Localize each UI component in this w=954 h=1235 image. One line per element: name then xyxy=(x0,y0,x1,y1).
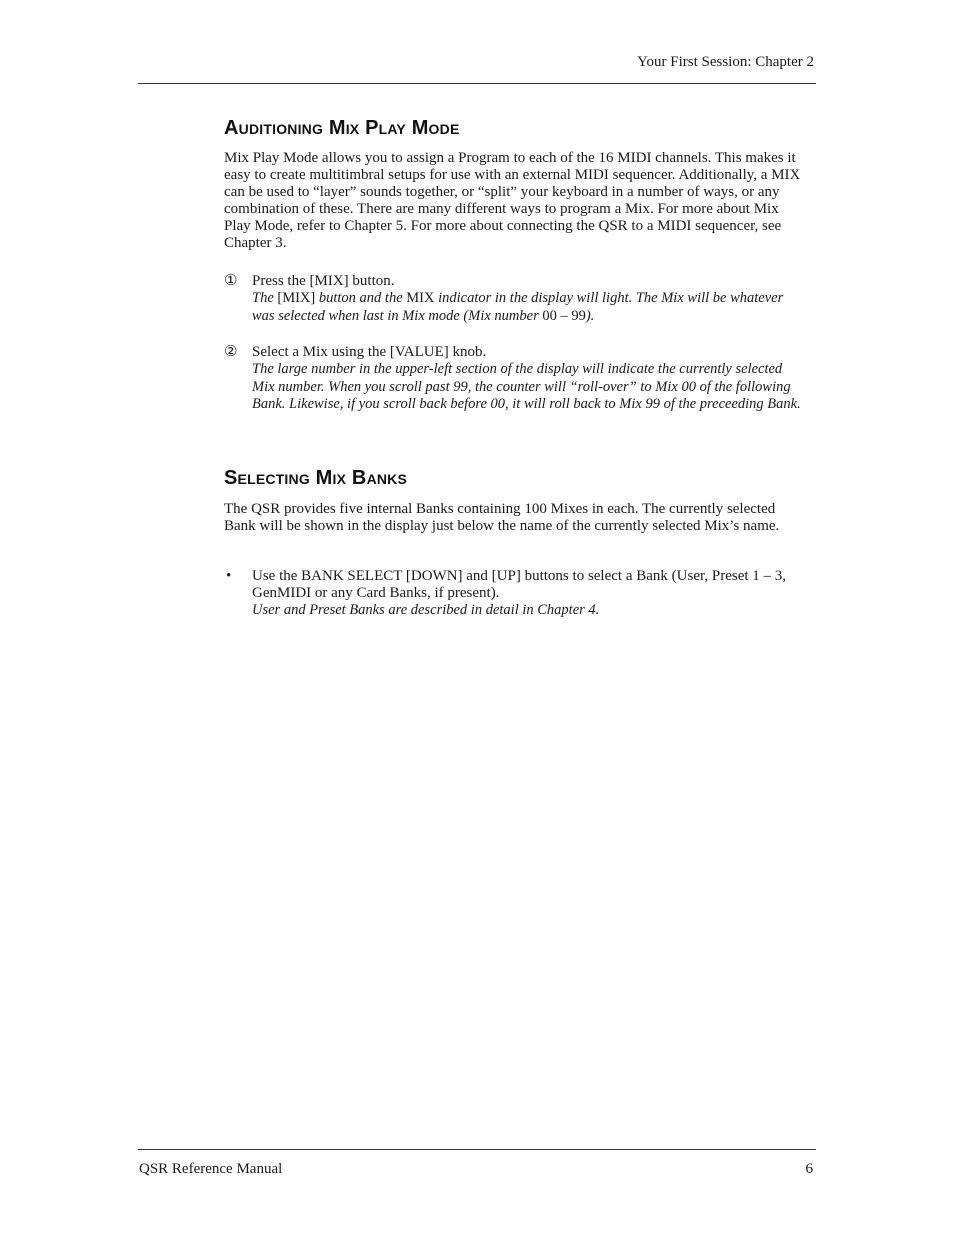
step-2-instruction: Select a Mix using the [VALUE] knob. xyxy=(252,344,487,360)
bullet-marker: • xyxy=(226,568,232,584)
section-heading-auditioning-mix-play-mode: Auditioning Mix Play Mode xyxy=(224,117,460,139)
bullet-instruction: Use the BANK SELECT [DOWN] and [UP] buttons to select a Bank (User, Preset 1 – 3, GenMIDI or any Card Banks, if present). xyxy=(252,568,787,601)
step-1-instruction: Press the [MIX] button. xyxy=(252,273,395,289)
step-2 xyxy=(224,344,808,414)
footer-rule xyxy=(138,1149,816,1150)
section-heading-selecting-mix-banks: Selecting Mix Banks xyxy=(224,467,408,489)
running-header: Your First Session: Chapter 2 xyxy=(637,54,814,70)
section-2-intro-paragraph: The QSR provides five internal Banks containing 100 Mixes in each. The currently selected Bank will be shown in the display just below the name of the currently selected Mix’s name. xyxy=(224,501,780,534)
page-number: 6 xyxy=(805,1161,813,1177)
bullet-note: User and Preset Banks are described in detail in Chapter 4. xyxy=(252,602,600,618)
bullet-item xyxy=(224,568,808,620)
step-1-note: The [MIX] button and the MIX indicator in the display will light. The Mix will be whatever was selected when last in Mix mode (Mix number 00 – 99). xyxy=(252,290,784,324)
step-number-2: ② xyxy=(224,344,238,360)
header-rule xyxy=(138,83,816,84)
step-1 xyxy=(224,273,808,325)
section-intro-paragraph: Mix Play Mode allows you to assign a Program to each of the 16 MIDI channels. This makes it easy to create multitimbral setups for use with an external MIDI sequencer. Additionally, a MIX can be used to “layer” sounds together, or “split” your keyboard in a number of ways, or any combination of these. There are many different ways to program a Mix. For more about Mix Play Mode, refer to Chapter 5. For more about connecting the QSR to a MIDI sequencer, see Chapter 3. xyxy=(224,150,801,251)
step-number-1: ① xyxy=(224,273,238,289)
step-2-note: The large number in the upper-left section of the display will indicate the currently selected Mix number. When you scroll past 99, the counter will “roll-over” to Mix 00 of the following Bank. Likewise, if you scroll back before 00, it will roll back to Mix 99 of the preceeding Bank. xyxy=(252,361,801,412)
footer-manual-title: QSR Reference Manual xyxy=(139,1161,283,1177)
